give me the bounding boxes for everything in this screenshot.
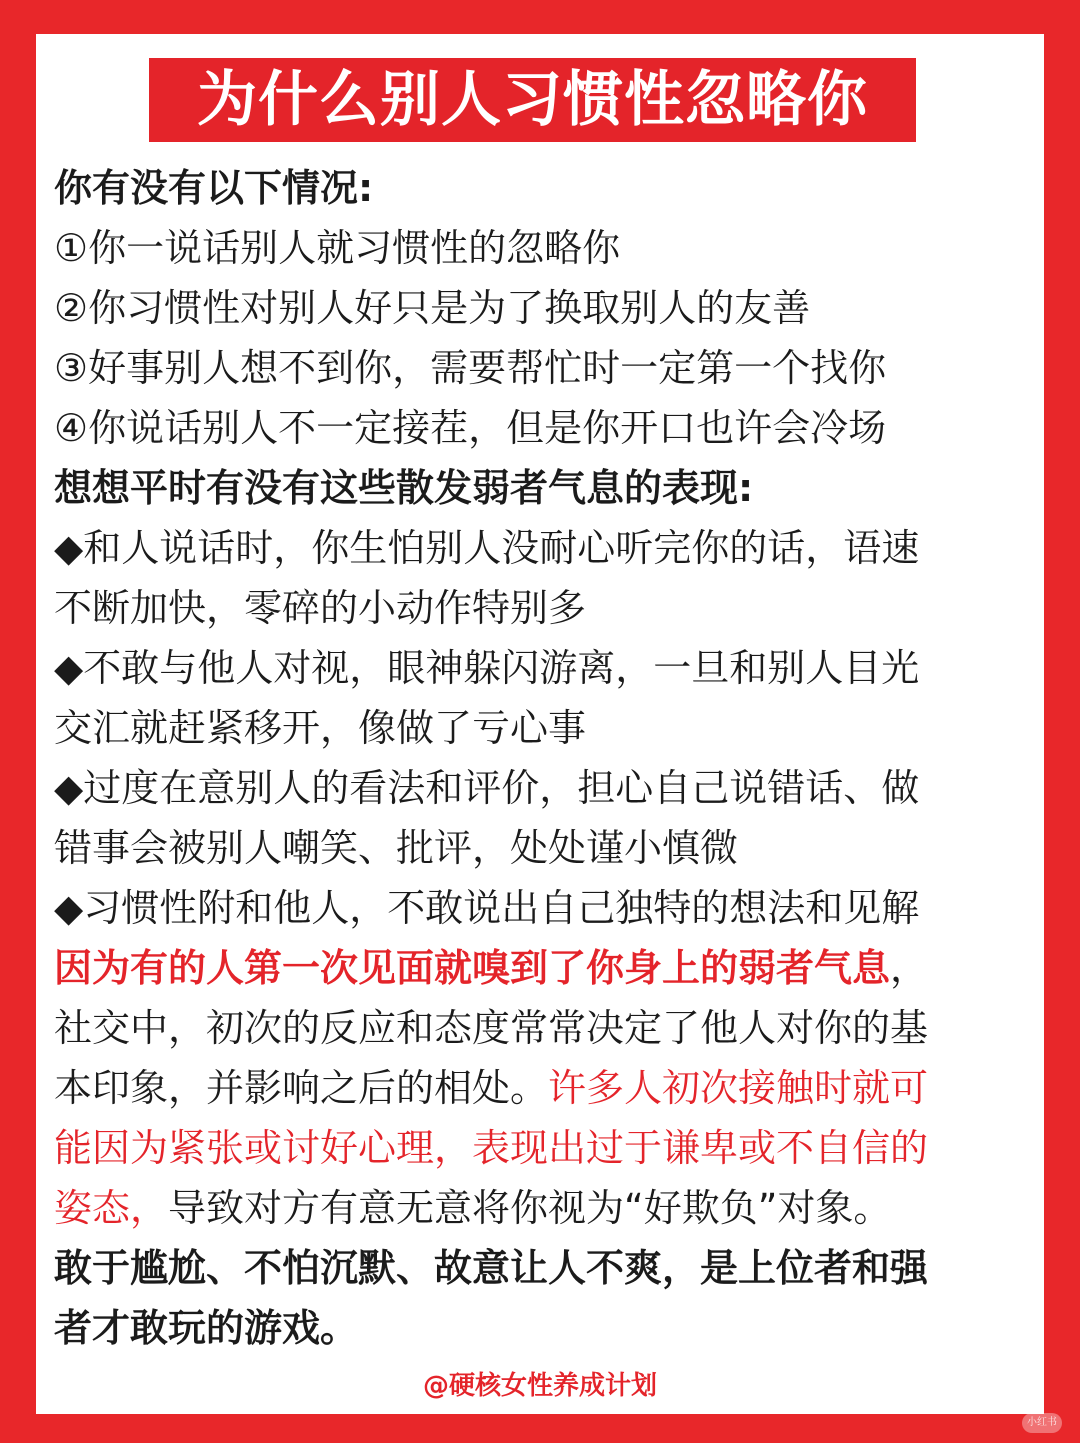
explanation-line — [54, 938, 1034, 998]
explanation-line — [54, 1178, 1034, 1238]
page-title: 为什么别人习惯性忽略你 — [149, 58, 916, 142]
highlight-text: 许多人初次接触时就可 — [548, 1066, 929, 1110]
conclusion-line: 者才敢玩的游戏。 — [54, 1306, 359, 1350]
behavior-item-line: ◆习惯性附和他人，不敢说出自己独特的想法和见解 — [54, 886, 920, 930]
behavior-item-line: ◆过度在意别人的看法和评价，担心自己说错话、做 — [54, 766, 920, 810]
explanation-text: 本印象，并影响之后的相处。 — [54, 1066, 549, 1110]
behavior-item-line: 错事会被别人嘲笑、批评，处处谨小慎微 — [54, 826, 739, 870]
behavior-item-line: 不断加快，零碎的小动作特别多 — [54, 586, 587, 630]
explanation-text: 导致对方有意无意将你视为“好欺负”对象。 — [168, 1186, 892, 1230]
author-handle: @硬核女性养成计划 — [422, 1371, 657, 1401]
highlight-text: 姿态， — [54, 1186, 169, 1230]
behavior-item-line: ◆不敢与他人对视，眼神躲闪游离，一旦和别人目光 — [54, 646, 920, 690]
conclusion-line: 敢于尴尬、不怕沉默、故意让人不爽，是上位者和强 — [54, 1246, 929, 1290]
situation-item: ④你说话别人不一定接茬，但是你开口也许会冷场 — [54, 406, 887, 450]
punctuation: ， — [890, 946, 929, 990]
situation-item: ①你一说话别人就习惯性的忽略你 — [54, 226, 621, 270]
section1-heading: 你有没有以下情况: — [54, 166, 374, 210]
watermark-badge: 小红书 — [1022, 1413, 1062, 1433]
behavior-item-line: ◆和人说话时，你生怕别人没耐心听完你的话，语速 — [54, 526, 920, 570]
section2-heading: 想想平时有没有这些散发弱者气息的表现: — [54, 466, 754, 510]
explanation-line: 社交中，初次的反应和态度常常决定了他人对你的基 — [54, 1006, 929, 1050]
article-body — [54, 158, 1034, 1358]
explanation-line — [54, 1058, 1034, 1118]
behavior-item-line: 交汇就赶紧移开，像做了亏心事 — [54, 706, 587, 750]
situation-item: ③好事别人想不到你，需要帮忙时一定第一个找你 — [54, 346, 887, 390]
highlight-text: 因为有的人第一次见面就嗅到了你身上的弱者气息 — [54, 946, 891, 990]
situation-item: ②你习惯性对别人好只是为了换取别人的友善 — [54, 286, 811, 330]
explanation-line: 能因为紧张或讨好心理，表现出过于谦卑或不自信的 — [54, 1126, 929, 1170]
